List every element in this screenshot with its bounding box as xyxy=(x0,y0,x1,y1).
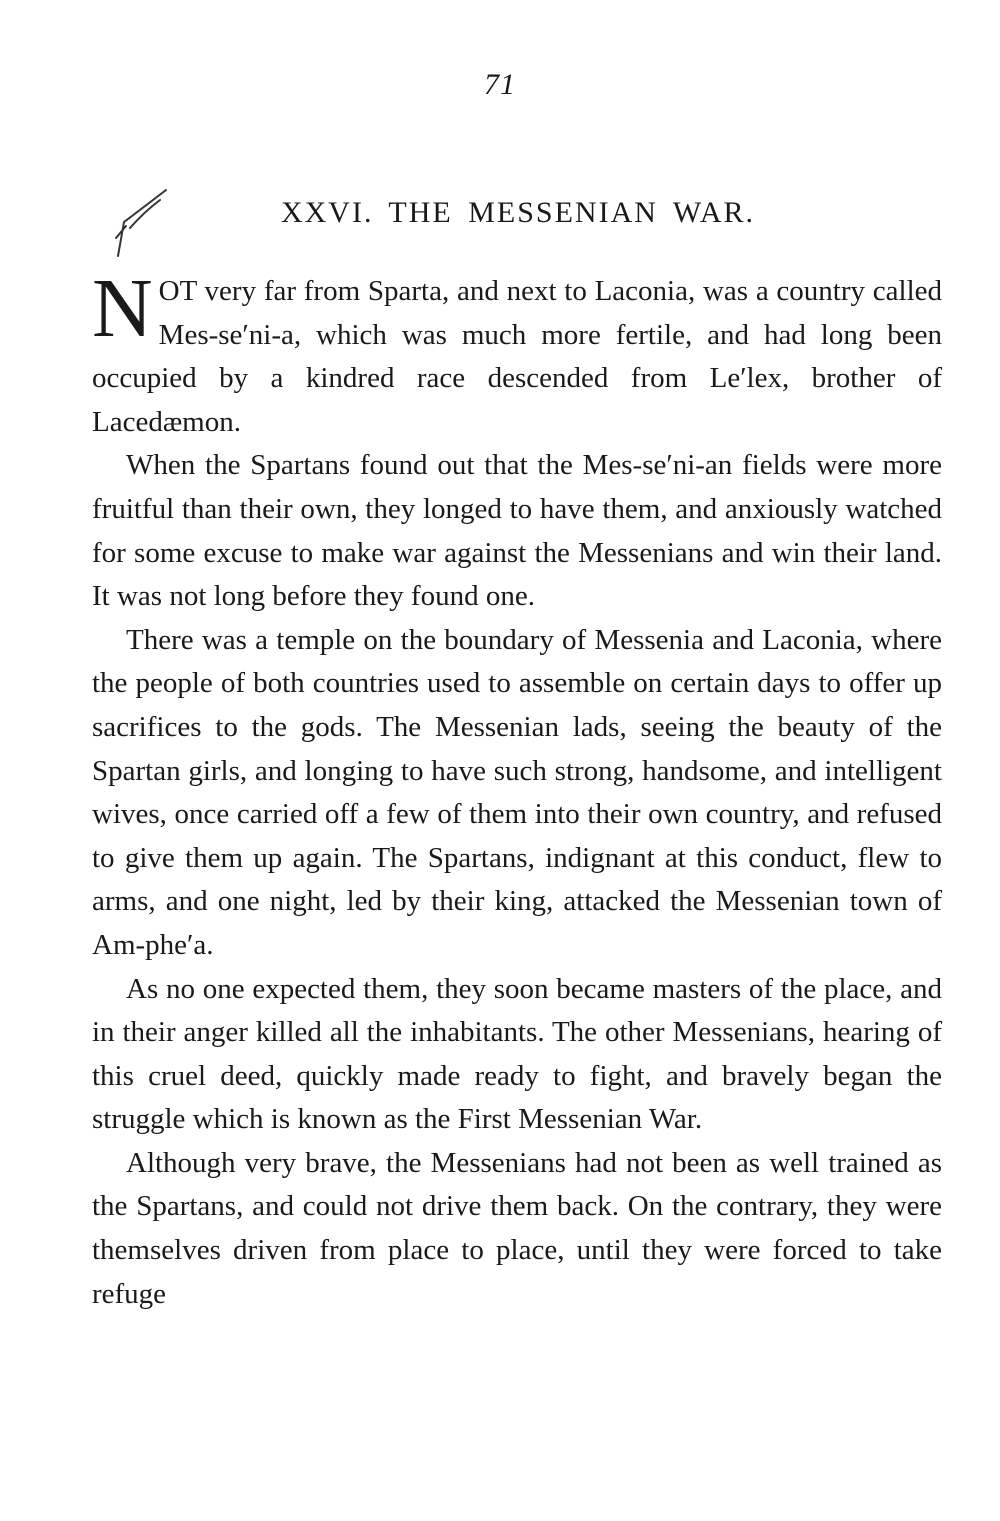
paragraph-1 xyxy=(92,262,942,444)
drop-cap: N xyxy=(92,262,153,355)
chapter-title: XXVI. THE MESSENIAN WAR. xyxy=(280,196,756,229)
opening-caps: OT xyxy=(158,275,197,307)
body-text xyxy=(92,262,942,1316)
paragraph-2: When the Spartans found out that the Mes-se′ni-an fields were more fruitful than their own, they longed to have them, and anxiously watched for some excuse to make war against the Messenians and win their land. It was not long before they found one. xyxy=(92,449,942,613)
paragraph-5: Although very brave, the Messenians had not been as well trained as the Spartans, and could not drive them back. On the contrary, they were themselves driven from place to place, until they were forced to take refuge xyxy=(92,1146,942,1310)
paragraph-1-text: very far from Sparta, and next to Laconia, was a country called Mes-se′ni-a, which was much more fertile, and had long been occupied by a kindred race descended from Le′lex, brother of Lacedæmon. xyxy=(92,275,942,438)
paragraph-3: There was a temple on the boundary of Messenia and Laconia, where the people of both countries used to assemble on certain days to offer up sacrifices to the gods. The Messenian lads, seeing the beauty of the Spartan girls, and longing to have such strong, handsome, and intelligent wives, once carried off a few of them into their own country, and refused to give them up again. The Spartans, indignant at this conduct, flew to arms, and one night, led by their king, attacked the Messenian town of Am-phe′a. xyxy=(92,623,942,961)
paragraph-4: As no one expected them, they soon became masters of the place, and in their anger killed all the inhabitants. The other Messenians, hearing of this cruel deed, quickly made ready to fight, and bravely began the struggle which is known as the First Messenian War. xyxy=(92,972,942,1136)
page-number: 71 xyxy=(484,68,516,101)
